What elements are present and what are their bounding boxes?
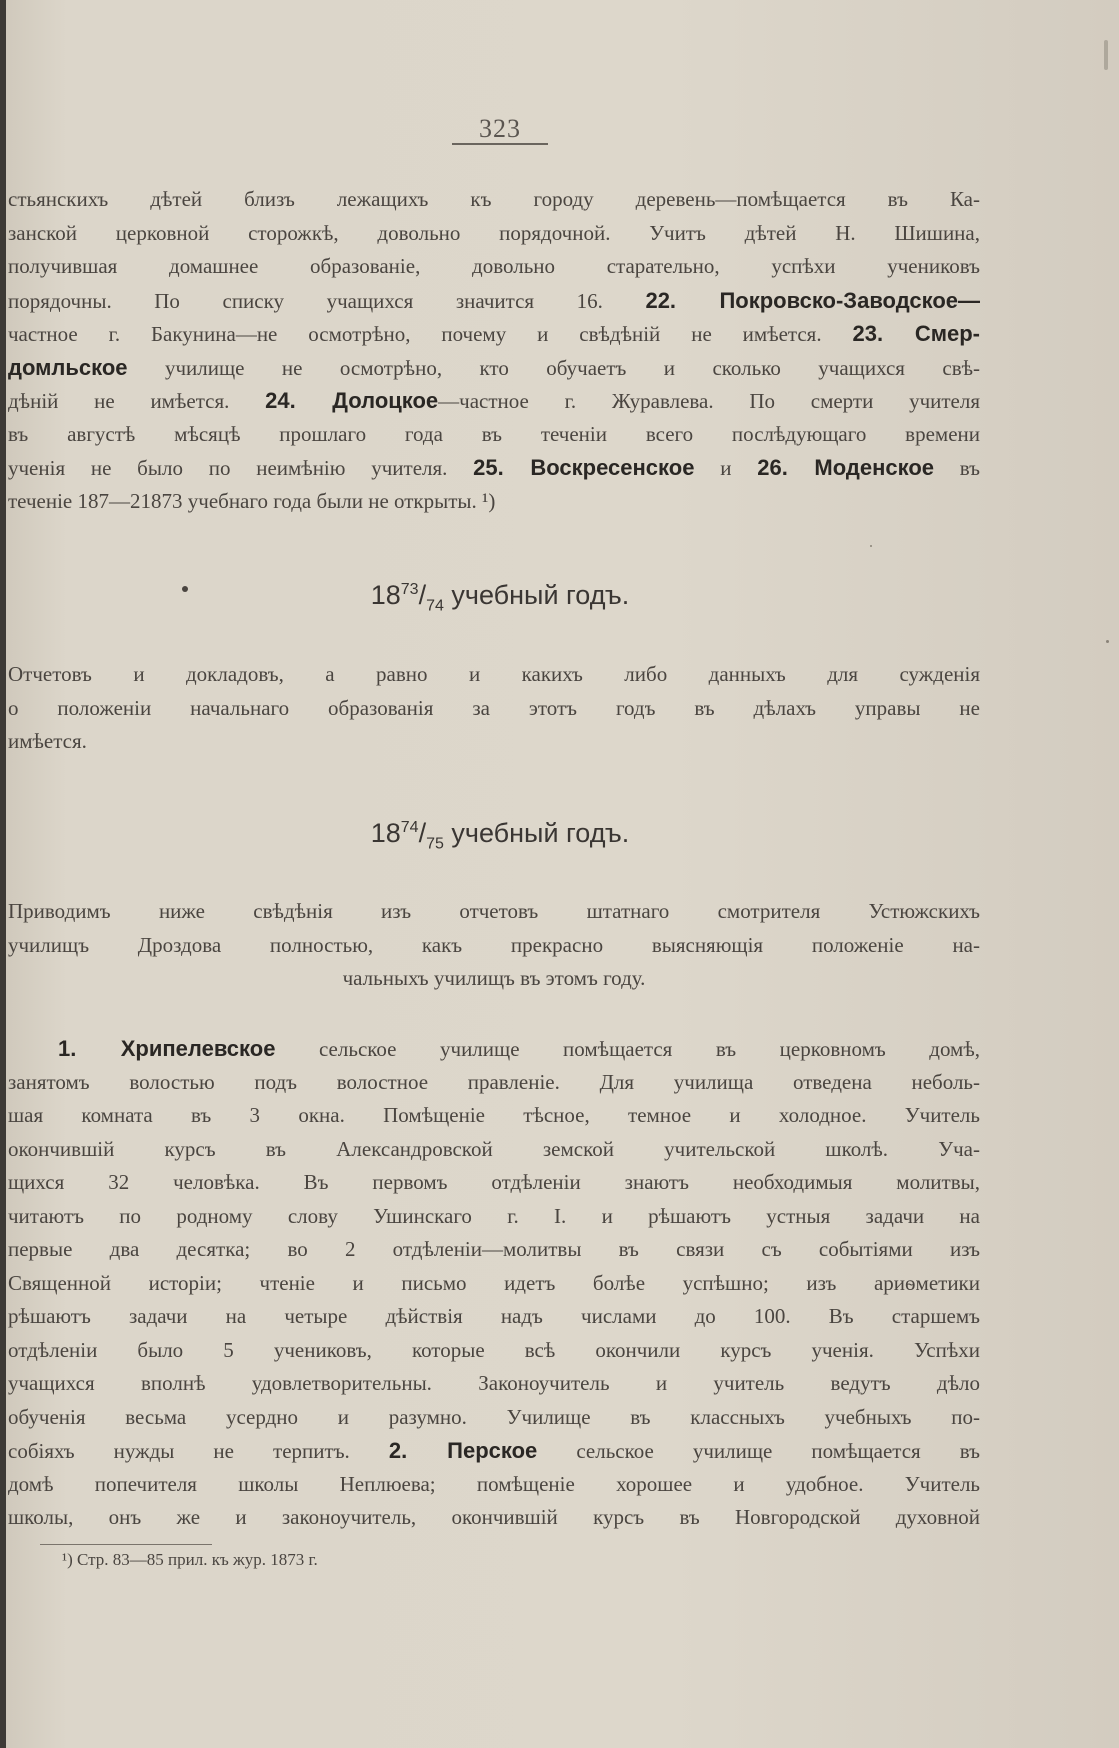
text-line: въ августѣ мѣсяцѣ прошлаго года въ теченіи всего послѣдующаго времени [8, 421, 980, 446]
section-heading-1873-74: $18^{73}/_{74}$ учебный годъ. [370, 580, 630, 615]
text-line: порядочны. По списку учащихся значится 16. 22. Покровско-Заводское— [8, 287, 980, 313]
paper-speck [1104, 40, 1108, 70]
text-line: занской церковной сторожкѣ, довольно порядочной. Учитъ дѣтей Н. Шишина, [8, 220, 980, 245]
school-name-26: 26. Моденское [757, 455, 935, 480]
text-line: занятомъ волостью подъ волостное правленіе. Для училища отведена неболь- [8, 1069, 980, 1094]
text-line: о положеніи начальнаго образованія за этотъ годъ въ дѣлахъ управы не [8, 695, 980, 720]
school-name-25: 25. Воскресенское [473, 455, 695, 480]
text-line: стьянскихъ дѣтей близъ лежащихъ къ городу деревень—помѣщается въ Ка- [8, 187, 980, 211]
footnote-rule [40, 1544, 212, 1545]
text-line: дѣній не имѣется. 24. Долоцкое—частное г. Журавлева. По смерти учителя [8, 388, 980, 413]
text-line: получившая домашнее образованіе, довольно старательно, успѣхи учениковъ [8, 254, 980, 278]
school-name-22: 22. Покровско-Заводское— [645, 287, 980, 313]
text-line: частное г. Бакунина—не осмотрѣно, почему и свѣдѣній не имѣется. 23. Смер- [8, 321, 980, 346]
paper-speck [1106, 640, 1109, 643]
page-number: 323 [479, 114, 521, 143]
school-name-1: 1. Хрипелевское [58, 1036, 276, 1061]
text-line: домѣ попечителя школы Неплюева; помѣщеніе хорошее и удобное. Учитель [8, 1471, 980, 1496]
text-line: 1. Хрипелевское сельское училище помѣщается въ церковномъ домѣ, [58, 1036, 980, 1061]
text-line: обученія весьма усердно и разумно. Училище въ классныхъ учебныхъ по- [8, 1404, 980, 1429]
text-line: читаютъ по родному слову Ушинскаго г. I. и рѣшаютъ устныя задачи на [8, 1203, 980, 1228]
text-line: шая комната въ 3 окна. Помѣщеніе тѣсное, темное и холодное. Учитель [8, 1103, 980, 1127]
paper-speck [870, 545, 872, 547]
school-name-24: 24. Долоцкое [265, 388, 439, 413]
text-line: Приводимъ ниже свѣдѣнія изъ отчетовъ штатнаго смотрителя Устюжскихъ [8, 899, 980, 923]
paragraph-block-4 [8, 1032, 980, 1535]
text-line: теченіе 187—21873 учебнаго года были не открыты. ¹) [8, 488, 496, 513]
text-line: училищъ Дроздова полностью, какъ прекрасно выясняющія положеніе на- [8, 932, 980, 957]
text-line: учащихся вполнѣ удовлетворительны. Законоучитель и учитель ведутъ дѣло [8, 1371, 980, 1395]
text-line: ученія не было по неимѣнію учителя. 25. Воскресенское и 26. Моденское въ [8, 455, 980, 480]
text-line: чальныхъ училищъ въ этомъ году. [342, 966, 646, 990]
text-line: Священной исторіи; чтеніе и письмо идетъ болѣе успѣшно; изъ ариѳметики [8, 1270, 980, 1295]
page-binding-edge [0, 0, 6, 1748]
school-name-23: 23. Смер- [852, 321, 980, 346]
text-line: первые два десятка; во 2 отдѣленіи—молитвы въ связи съ событіями изъ [8, 1237, 980, 1261]
footnote: ¹) Стр. 83—85 прил. къ жур. 1873 г. [62, 1550, 318, 1569]
text-line: рѣшаютъ задачи на четыре дѣйствія надъ числами до 100. Въ старшемъ [8, 1304, 980, 1328]
text-line: имѣется. [8, 729, 87, 753]
text-line: собіяхъ нужды не терпитъ. 2. Перское сельское училище помѣщается въ [8, 1438, 980, 1463]
text-line: отдѣленіи было 5 учениковъ, которые всѣ окончили курсъ ученія. Успѣхи [8, 1337, 980, 1362]
page-number-underline [452, 143, 548, 145]
school-name-2: 2. Перское [388, 1438, 538, 1463]
text-line: школы, онъ же и законоучитель, окончившій курсъ въ Новгородской духовной [8, 1505, 980, 1529]
text-line: Отчетовъ и докладовъ, а равно и какихъ либо данныхъ для сужденія [8, 662, 980, 686]
section-heading-1874-75: $18^{74}/_{75}$ учебный годъ. [370, 818, 630, 853]
paragraph-block-3 [8, 895, 980, 996]
paragraph-block-2 [8, 658, 980, 759]
text-line: окончившій курсъ въ Александровской земской учительской школѣ. Уча- [8, 1136, 980, 1161]
text-line: домльское училище не осмотрѣно, кто обучаетъ и сколько учащихся свѣ- [8, 354, 980, 380]
paragraph-block-1 [8, 183, 980, 518]
text-line: щихся 32 человѣка. Въ первомъ отдѣленіи знаютъ необходимыя молитвы, [8, 1170, 980, 1194]
